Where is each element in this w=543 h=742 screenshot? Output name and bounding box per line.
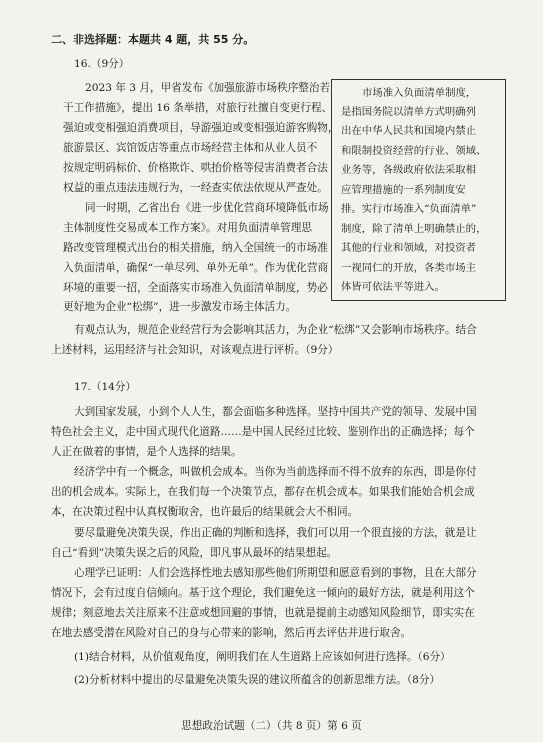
box-line: 出在中华人民共和国境内禁止 — [341, 125, 477, 137]
q16-question-line: 上述材料，运用经济与社会知识，对该观点进行评析。（9分） — [51, 344, 339, 356]
box-line: 业务等，各级政府依法采取相 — [341, 164, 477, 176]
q16-number: 16.（9分） — [74, 58, 130, 70]
definition-box — [331, 79, 506, 301]
q16-line: 强迫或变相强迫消费项目，导游强迫或变相强迫游客购物， — [63, 122, 339, 134]
box-line: 市场准入负面清单制度， — [362, 87, 477, 99]
q17-line: 在地去感受潜在风险对自己的身与心带来的影响，然后再去评估并进行取舍。 — [51, 627, 412, 639]
q17-line: 大到国家发展，小到个人人生，都会面临多种选择。坚持中国共产党的领导、发展中国 — [74, 406, 477, 418]
page-footer: 思想政治试题（二）（共 8 页）第 6 页 — [181, 720, 362, 732]
box-line: 应管理措施的一系列制度安 — [341, 184, 466, 196]
box-line: 其他的行业和领域，对投资者 — [341, 242, 477, 254]
q17-line: 经济学中有一个概念，叫做机会成本。当你为当前选择而不得不放弃的东西，即是你付 — [74, 466, 477, 478]
q16-line: 路改变管理模式出台的相关措施，纳入全国统一的市场准 — [63, 242, 328, 254]
q16-line: 环境的重要一招，全面落实市场准入负面清单制度，势必 — [63, 282, 328, 294]
box-line: 一视同仁的开放，各类市场主 — [341, 262, 477, 274]
q17-line: 要尽量避免决策失误，作出正确的判断和选择，我们可以用一个很直接的方法，就是让 — [74, 527, 477, 539]
q16-question-line: 有观点认为，规范企业经营行为会影响其活力，为企业“松绑”又会影响市场秩序。结合 — [74, 324, 477, 336]
q17-subquestion: (1)结合材料，从价值观角度，阐明我们在人生道路上应该如何进行选择。（6分） — [74, 651, 451, 663]
q16-line: 2023 年 3 月，甲省发布《加强旅游市场秩序整治若 — [85, 82, 331, 94]
q16-line: 入负面清单，确保“一单尽列、单外无单”。作为优化营商 — [63, 262, 329, 274]
q17-number: 17.（14分） — [74, 381, 137, 393]
box-line: 体皆可依法平等进入。 — [341, 281, 445, 293]
q17-line: 本，在决策过程中认真权衡取舍，也许最后的结果就会大不相同。 — [51, 506, 359, 518]
q17-line: 规律；刻意地去关注原来不注意或想回避的事情，也就是提前主动感知风险细节，即实实在 — [51, 607, 475, 619]
q17-line: 特色社会主义，走中国式现代化道路……是中国人民经过比较、鉴别作出的正确选择；每个 — [51, 426, 475, 438]
box-line: 和限制投资经营的行业、领域、 — [341, 145, 487, 157]
q17-line: 情况下，会有过度自信倾向。基于这个理论，我们避免这一倾向的最好方法，就是利用这个 — [51, 587, 475, 599]
q17-line: 自己“看到”决策失误之后的风险，即凡事从最坏的结果想起。 — [51, 547, 338, 559]
q17-line: 人正在做着的事情，是个人选择的结果。 — [51, 446, 242, 458]
box-line: 排。实行市场准入“负面清单” — [341, 203, 477, 215]
section-heading: 二、非选择题：本题共 4 题，共 55 分。 — [51, 33, 255, 46]
q17-line: 出的机会成本。实际上，在我们每一个决策节点，都存在机会成本。如果我们能始合机会成 — [51, 486, 475, 498]
q16-line: 主体制度性交易成本工作方案》。对用负面清单管理思 — [63, 222, 312, 234]
q16-line: 更好地为企业“松绑”，进一步激发市场主体活力。 — [63, 301, 297, 313]
box-line: 制度，除了清单上明确禁止的， — [341, 223, 487, 235]
box-line: 是指国务院以清单方式明确列 — [341, 106, 477, 118]
q16-line: 干工作措施》，提出 16 条举措，对旅行社擅自变更行程、 — [63, 102, 333, 114]
q17-line: 心理学已证明：人们会选择性地去感知那些他们所期望和愿意看到的事物，且在大部分 — [74, 567, 477, 579]
q16-line: 按规定明码标价、价格欺诈、哄抬价格等侵害消费者合法 — [63, 162, 328, 174]
q17-subquestion: (2)分析材料中提出的尽量避免决策失误的建议所蕴含的创新思维方法。（8分） — [74, 674, 441, 686]
q16-line: 同一时期，乙省出台《进一步优化营商环境降低市场 — [85, 202, 329, 214]
q16-line: 旅游景区、宾馆饭店等重点市场经营主体和从业人员不 — [63, 142, 318, 154]
q16-line: 权益的重点违法违规行为，一经查实依法依规从严查处。 — [63, 182, 328, 194]
